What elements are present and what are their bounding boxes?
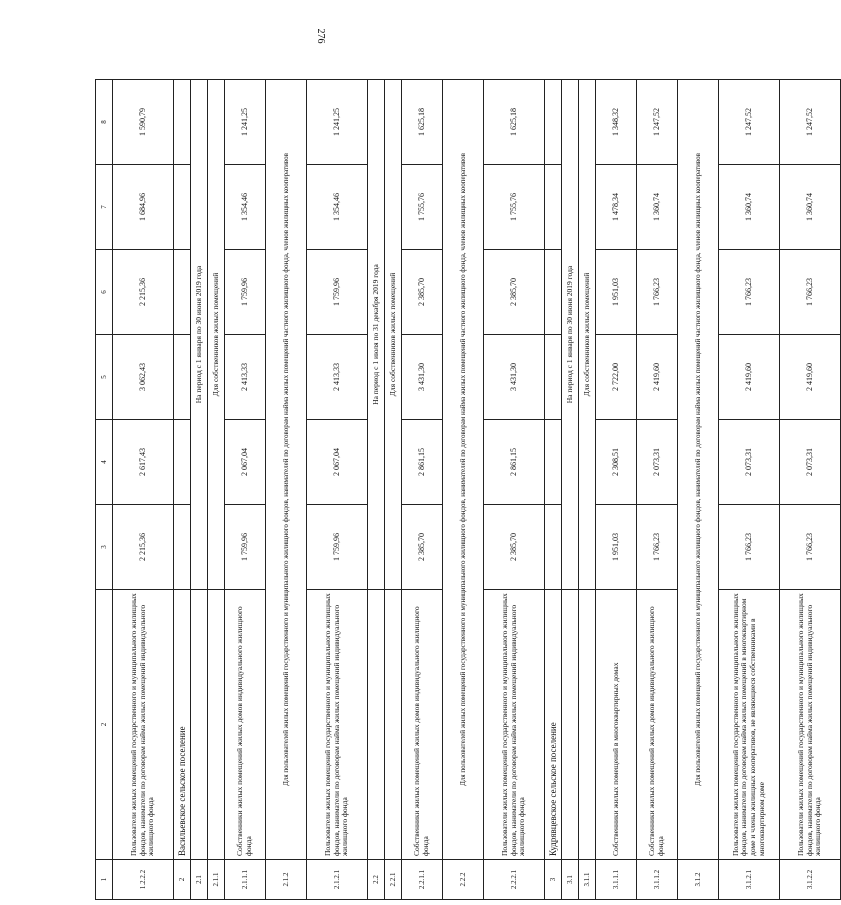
tariff-table: [95, 79, 841, 900]
table-row: [443, 80, 484, 900]
empty-cell: [368, 590, 385, 860]
value-cell: 2 308,51: [596, 420, 637, 505]
value-cell: 1 766,23: [719, 505, 780, 590]
empty-cell: [545, 335, 562, 420]
empty-cell: [385, 590, 402, 860]
value-cell: 1 354,46: [307, 165, 368, 250]
table-row: [484, 80, 545, 900]
table-row: [545, 80, 562, 900]
rotated-table-container: [95, 80, 823, 900]
empty-cell: [562, 590, 579, 860]
value-cell: 2 413,33: [225, 335, 266, 420]
table-row: [719, 80, 780, 900]
empty-cell: [208, 590, 225, 860]
table-row: [368, 80, 385, 900]
row-code: 2.2.2.1: [484, 860, 545, 900]
table-row: [385, 80, 402, 900]
row-code: 3.1.1: [579, 860, 596, 900]
section-title: Васильевское сельское поселение: [174, 590, 191, 860]
value-cell: 2 067,04: [307, 420, 368, 505]
column-number: 4: [96, 420, 113, 505]
value-cell: 2 067,04: [225, 420, 266, 505]
value-cell: 2 413,33: [307, 335, 368, 420]
value-cell: 1 360,74: [719, 165, 780, 250]
value-cell: 2 215,36: [113, 250, 174, 335]
table-row: [678, 80, 719, 900]
value-cell: 1 360,74: [637, 165, 678, 250]
table-row: [225, 80, 266, 900]
value-cell: 1 360,74: [780, 165, 841, 250]
value-cell: 2 385,70: [402, 505, 443, 590]
column-number: 2: [96, 590, 113, 860]
row-name: Собственники жилых помещений жилых домов индивидуального жилищного фонда: [402, 590, 443, 860]
value-cell: 1 354,46: [225, 165, 266, 250]
value-cell: 1 348,32: [596, 80, 637, 165]
value-cell: 2 861,15: [484, 420, 545, 505]
value-cell: 1 951,03: [596, 250, 637, 335]
value-cell: 2 385,70: [402, 250, 443, 335]
table-row: [208, 80, 225, 900]
row-code: 3.1.2: [678, 860, 719, 900]
value-cell: 2 073,31: [719, 420, 780, 505]
table-row: [402, 80, 443, 900]
value-cell: 2 385,70: [484, 505, 545, 590]
row-code: 2.1: [191, 860, 208, 900]
value-cell: 1 247,52: [780, 80, 841, 165]
row-name: Пользователи жилых помещений государственного и муниципального жилищных фондов, наниматели по договорам найма жилых помещений индивидуального жилищного фонда: [307, 590, 368, 860]
empty-cell: [174, 505, 191, 590]
value-cell: 2 073,31: [780, 420, 841, 505]
period-label: На период с 1 июля по 31 декабря 2019 года: [368, 80, 385, 590]
empty-cell: [545, 250, 562, 335]
column-number: 1: [96, 860, 113, 900]
row-name: Пользователи жилых помещений государственного и муниципального жилищных фондов, наниматели по договорам найма жилых помещений индивидуального жилищного фонда: [780, 590, 841, 860]
row-code: 3: [545, 860, 562, 900]
subgroup-label: Для собственников жилых помещений: [208, 80, 225, 590]
value-cell: 3 062,43: [113, 335, 174, 420]
value-cell: 2 385,70: [484, 250, 545, 335]
table-row: [191, 80, 208, 900]
table-row: [579, 80, 596, 900]
row-code: 2: [174, 860, 191, 900]
page-number: 276: [315, 28, 326, 44]
row-code: 3.1.1.1: [596, 860, 637, 900]
row-code: 1.2.2.2: [113, 860, 174, 900]
table-row: [596, 80, 637, 900]
empty-cell: [174, 335, 191, 420]
value-cell: 1 759,96: [225, 505, 266, 590]
column-number: 6: [96, 250, 113, 335]
value-cell: 3 431,30: [484, 335, 545, 420]
column-number: 5: [96, 335, 113, 420]
value-cell: 2 419,60: [780, 335, 841, 420]
value-cell: 2 419,60: [719, 335, 780, 420]
row-code: 2.2: [368, 860, 385, 900]
row-name: Собственники жилых помещений в многоквартирных домах: [596, 590, 637, 860]
value-cell: 1 241,25: [307, 80, 368, 165]
table-row: [307, 80, 368, 900]
value-cell: 1 625,18: [484, 80, 545, 165]
value-cell: 2 215,36: [113, 505, 174, 590]
value-cell: 2 861,15: [402, 420, 443, 505]
row-code: 3.1.2.2: [780, 860, 841, 900]
value-cell: 1 766,23: [637, 505, 678, 590]
empty-cell: [174, 420, 191, 505]
period-label: На период с 1 января по 30 июня 2019 года: [562, 80, 579, 590]
empty-cell: [174, 250, 191, 335]
group-note: Для пользователей жилых помещений государственного и муниципального жилищного фондов, нанимателей по договорам найма жилых помещений частного жилищного фонда, членов жилищных кооперативов: [678, 80, 719, 860]
value-cell: 1 590,79: [113, 80, 174, 165]
empty-cell: [545, 505, 562, 590]
value-cell: 1 478,34: [596, 165, 637, 250]
section-title: Кудрявцевское сельское поселение: [545, 590, 562, 860]
value-cell: 1 247,52: [719, 80, 780, 165]
value-cell: 1 766,23: [637, 250, 678, 335]
value-cell: 1 625,18: [402, 80, 443, 165]
column-number: 3: [96, 505, 113, 590]
subgroup-label: Для собственников жилых помещений: [385, 80, 402, 590]
value-cell: 1 755,76: [402, 165, 443, 250]
empty-cell: [174, 165, 191, 250]
value-cell: 3 431,30: [402, 335, 443, 420]
column-number: 7: [96, 165, 113, 250]
value-cell: 1 247,52: [637, 80, 678, 165]
table-row: [174, 80, 191, 900]
row-name: Пользователи жилых помещений государственного и муниципального жилищных фондов, наниматели по договорам найма жилых помещений индивидуального жилищного фонда: [113, 590, 174, 860]
period-label: На период с 1 января по 30 июня 2019 года: [191, 80, 208, 590]
empty-cell: [579, 590, 596, 860]
table-row: [562, 80, 579, 900]
row-code: 3.1: [562, 860, 579, 900]
row-code: 2.1.2: [266, 860, 307, 900]
row-code: 2.2.2: [443, 860, 484, 900]
value-cell: 1 766,23: [780, 250, 841, 335]
value-cell: 2 722,00: [596, 335, 637, 420]
row-code: 3.1.2.1: [719, 860, 780, 900]
group-note: Для пользователей жилых помещений государственного и муниципального жилищного фондов, нанимателей по договорам найма жилых помещений частного жилищного фонда, членов жилищных кооперативов: [443, 80, 484, 860]
row-code: 2.2.1: [385, 860, 402, 900]
value-cell: 1 766,23: [780, 505, 841, 590]
value-cell: 2 073,31: [637, 420, 678, 505]
value-cell: 1 951,03: [596, 505, 637, 590]
value-cell: 2 617,43: [113, 420, 174, 505]
empty-cell: [174, 80, 191, 165]
row-name: Пользователи жилых помещений государственного и муниципального жилищных фондов, наниматели по договорам найма жилых помещений в многоквартирном доме и члены жилищных кооперативов, не являющиеся собственниками в многоквартирном доме: [719, 590, 780, 860]
table-row: [113, 80, 174, 900]
row-code: 2.2.1.1: [402, 860, 443, 900]
row-code: 2.1.1.1: [225, 860, 266, 900]
row-name: Собственники жилых помещений жилых домов индивидуального жилищного фонда: [225, 590, 266, 860]
empty-cell: [545, 80, 562, 165]
empty-cell: [545, 165, 562, 250]
table-row: [780, 80, 841, 900]
value-cell: 1 766,23: [719, 250, 780, 335]
value-cell: 1 241,25: [225, 80, 266, 165]
empty-cell: [545, 420, 562, 505]
value-cell: 1 755,76: [484, 165, 545, 250]
column-number: 8: [96, 80, 113, 165]
value-cell: 1 759,96: [225, 250, 266, 335]
group-note: Для пользователей жилых помещений государственного и муниципального жилищного фондов, нанимателей по договорам найма жилых помещений частного жилищного фонда, членов жилищных кооперативов: [266, 80, 307, 860]
value-cell: 1 684,96: [113, 165, 174, 250]
row-code: 2.1.2.1: [307, 860, 368, 900]
value-cell: 1 759,96: [307, 505, 368, 590]
value-cell: 2 419,60: [637, 335, 678, 420]
row-code: 2.1.1: [208, 860, 225, 900]
row-name: Собственники жилых помещений жилых домов индивидуального жилищного фонда: [637, 590, 678, 860]
table-header-row: [96, 80, 113, 900]
empty-cell: [191, 590, 208, 860]
subgroup-label: Для собственников жилых помещений: [579, 80, 596, 590]
row-code: 3.1.1.2: [637, 860, 678, 900]
value-cell: 1 759,96: [307, 250, 368, 335]
row-name: Пользователи жилых помещений государственного и муниципального жилищных фондов, наниматели по договорам найма жилых помещений индивидуального жилищного фонда: [484, 590, 545, 860]
table-row: [637, 80, 678, 900]
table-row: [266, 80, 307, 900]
